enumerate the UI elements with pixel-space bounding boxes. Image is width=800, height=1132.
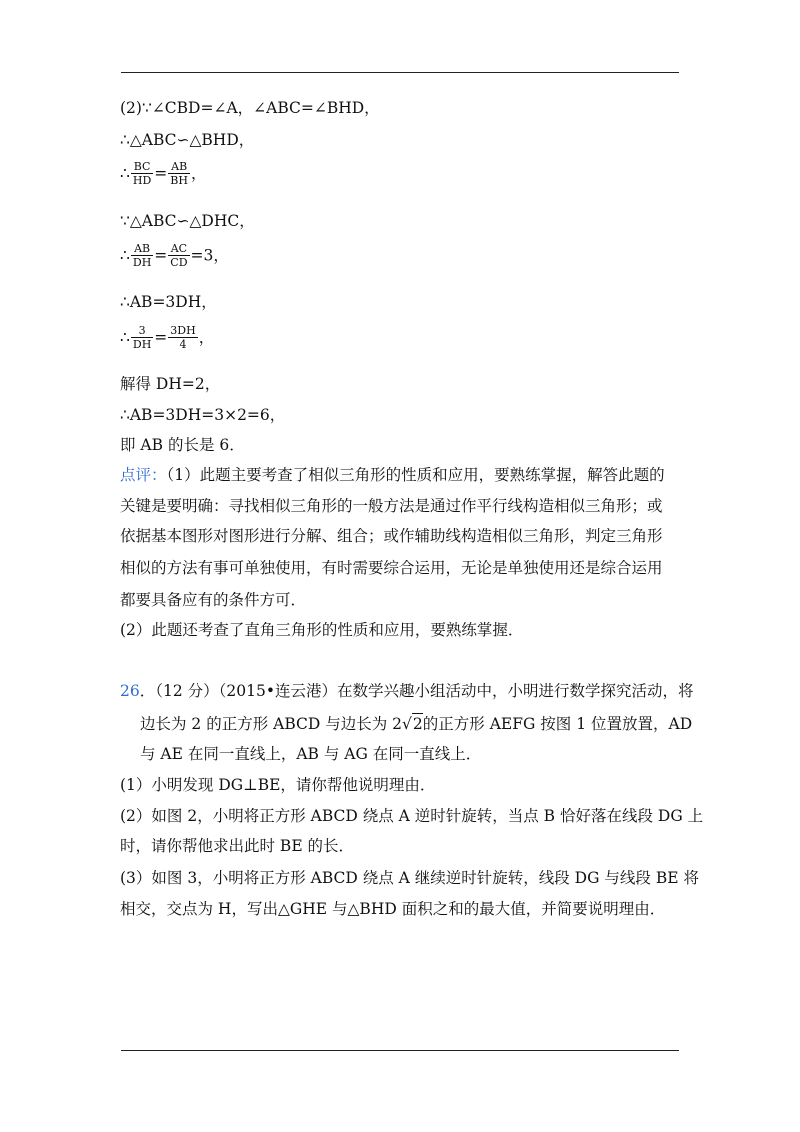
eq2-suffix: =3，: [190, 246, 229, 265]
question-part-3-line-1: (3）如图 3，小明将正方形 ABCD 绕点 A 继续逆时针旋转，线段 DG 与线段 BE 将: [120, 869, 699, 887]
eq1-suffix: ，: [190, 164, 207, 183]
eq1-f2-numerator: AB: [168, 160, 190, 174]
solution-solve: 解得 DH=2，: [120, 375, 221, 393]
comment-line-4: 相似的方法有事可单独使用，有时需要综合运用，无论是单独使用还是综合运用: [120, 559, 663, 577]
eq2-f2-denominator: CD: [170, 256, 188, 269]
equation-2: [120, 242, 229, 269]
eq3-f2-denominator: 4: [179, 338, 187, 351]
solution-conclusion: 即 AB 的长是 6．: [120, 436, 245, 454]
bottom-rule: [121, 1050, 679, 1051]
solution-compute: ∴AB=3DH=3×2=6，: [120, 406, 286, 424]
eq2-fraction-1: [131, 242, 153, 269]
comment-line-2: 关键是要明确：寻找相似三角形的一般方法是通过作平行线构造相似三角形；或: [120, 497, 663, 515]
solution-similar-2: ∵△ABC∽△DHC，: [120, 212, 255, 230]
eq1-f2-denominator: BH: [170, 174, 188, 187]
solution-similar-1: ∴△ABC∽△BHD，: [120, 131, 255, 149]
eq3-f1-denominator: DH: [132, 338, 152, 351]
question-part-3-line-2: 相交，交点为 H，写出△GHE 与△BHD 面积之和的最大值，并简要说明理由．: [120, 900, 666, 918]
eq2-f2-numerator: AC: [168, 242, 189, 256]
question-intro: ．（12 分）（2015•连云港）在数学兴趣小组活动中，小明进行数学探究活动，将: [139, 682, 694, 700]
question-line-1: [120, 681, 693, 701]
comment-line-6: (2）此题还考查了直角三角形的性质和应用，要熟练掌握．: [120, 621, 524, 639]
equation-1: [120, 160, 207, 187]
eq1-prefix: ∴: [120, 164, 130, 183]
eq2-f1-numerator: AB: [131, 242, 153, 256]
equation-3: [120, 324, 214, 351]
question-number: 26: [120, 682, 140, 700]
comment-line-1: [120, 465, 665, 485]
eq3-f2-numerator: 3DH: [170, 324, 196, 337]
question-line-2-a: 边长为 2 的正方形 ABCD 与边长为 2: [140, 715, 403, 733]
question-line-3: 与 AE 在同一直线上，AB 与 AG 在同一直线上．: [140, 745, 482, 763]
eq2-f1-denominator: DH: [132, 256, 152, 269]
sqrt-radicand: 2: [412, 715, 423, 733]
comment-line-5: 都要具备应有的条件方可．: [120, 591, 307, 609]
eq1-fraction-2: [168, 160, 190, 187]
eq3-suffix: ，: [198, 328, 215, 347]
eq1-fraction-1: [131, 160, 153, 187]
eq1-equals: =: [154, 164, 168, 183]
question-part-2-line-2: 时，请你帮他求出此时 BE 的长．: [120, 837, 355, 855]
comment-label: 点评：: [120, 466, 167, 484]
comment-text-1: （1）此题主要考查了相似三角形的性质和应用，要熟练掌握，解答此题的: [166, 466, 665, 484]
eq2-prefix: ∴: [120, 246, 130, 265]
eq2-fraction-2: [168, 242, 189, 269]
eq2-equals: =: [154, 246, 168, 265]
question-part-2-line-1: (2）如图 2，小明将正方形 ABCD 绕点 A 逆时针旋转，当点 B 恰好落在线段 DG 上: [120, 807, 704, 825]
solution-ab-relation: ∴AB=3DH，: [120, 293, 217, 311]
eq3-prefix: ∴: [120, 328, 130, 347]
eq3-f1-numerator: 3: [131, 324, 153, 338]
eq1-f1-denominator: HD: [132, 174, 152, 187]
eq1-f1-numerator: BC: [131, 160, 153, 174]
solution-part2-header: (2)∵∠CBD=∠A，∠ABC=∠BHD，: [120, 99, 380, 117]
eq3-fraction-1: [131, 324, 153, 351]
eq3-equals: =: [154, 328, 168, 347]
question-line-2: [140, 713, 692, 734]
eq3-fraction-2: [168, 324, 197, 351]
question-part-1: (1）小明发现 DG⊥BE，请你帮他说明理由．: [120, 776, 436, 794]
sqrt-sign: √: [402, 715, 412, 733]
top-rule: [121, 72, 679, 73]
comment-line-3: 依据基本图形对图形进行分解、组合；或作辅助线构造相似三角形，判定三角形: [120, 527, 663, 545]
question-line-2-b: 的正方形 AEFG 按图 1 位置放置，AD: [422, 715, 693, 733]
